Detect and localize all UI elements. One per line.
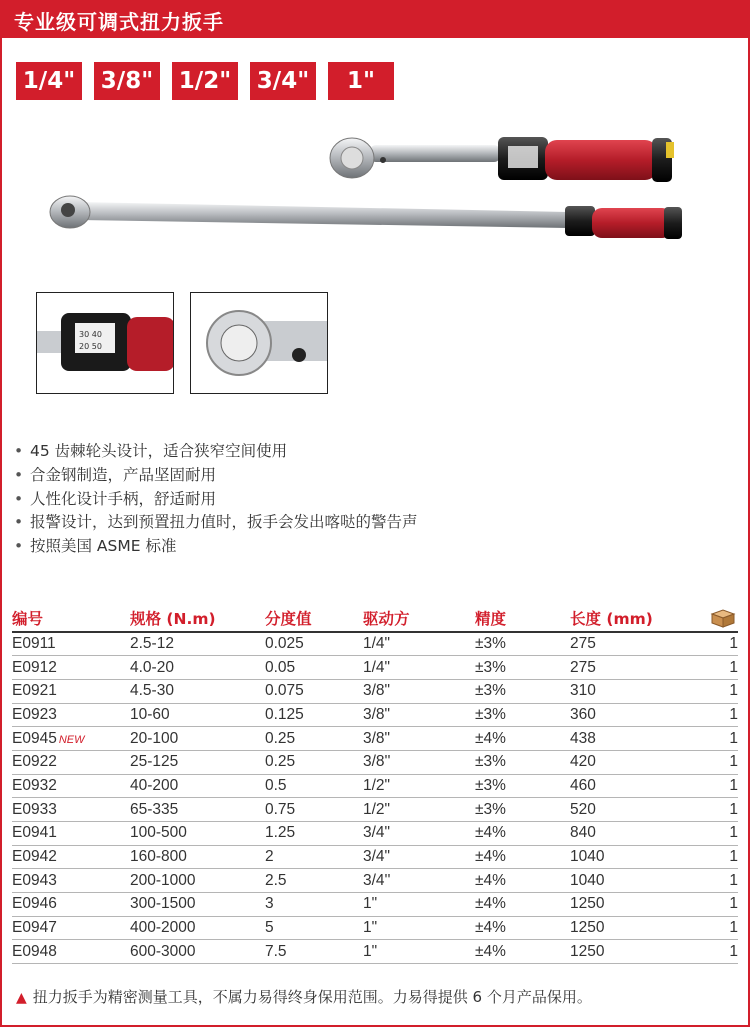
warning-triangle-icon: ▲	[16, 990, 27, 1006]
cell-drive: 1"	[363, 940, 475, 964]
cell-qty: 1	[698, 774, 738, 798]
cell-drive: 3/4''	[363, 869, 475, 893]
svg-text:30 40: 30 40	[79, 330, 102, 339]
table-row	[12, 940, 738, 964]
cell-range: 160-800	[130, 845, 265, 869]
col-header-qty	[698, 604, 738, 632]
cell-qty: 1	[698, 750, 738, 774]
cell-increment: 0.05	[265, 656, 363, 680]
col-header-code: 编号	[12, 604, 130, 632]
table-row	[12, 703, 738, 727]
svg-text:20 50: 20 50	[79, 342, 102, 351]
cell-length: 460	[570, 774, 698, 798]
table-row	[12, 632, 738, 656]
cell-code: E0946	[12, 893, 130, 917]
cell-qty: 1	[698, 656, 738, 680]
col-header-drive: 驱动方	[363, 604, 475, 632]
cell-length: 360	[570, 703, 698, 727]
cell-length: 1040	[570, 869, 698, 893]
cell-range: 10-60	[130, 703, 265, 727]
cell-qty: 1	[698, 679, 738, 703]
cell-drive: 3/8''	[363, 750, 475, 774]
table-row	[12, 798, 738, 822]
cell-code: E0947	[12, 916, 130, 940]
cell-code: E0923	[12, 703, 130, 727]
cell-length: 1250	[570, 893, 698, 917]
table-row	[12, 869, 738, 893]
cell-drive: 3/8"	[363, 679, 475, 703]
cell-drive: 3/4"	[363, 822, 475, 846]
cell-length: 310	[570, 679, 698, 703]
cell-range: 200-1000	[130, 869, 265, 893]
cell-qty: 1	[698, 869, 738, 893]
feature-item: • 按照美国 ASME 标准	[14, 537, 177, 556]
cell-range: 2.5-12	[130, 632, 265, 656]
warranty-note: ▲ 扭力扳手为精密测量工具，不属力易得终身保用范围。力易得提供 6 个月产品保用。	[16, 988, 592, 1006]
cell-qty: 1	[698, 632, 738, 656]
drive-size-tag: 1/2"	[172, 62, 238, 100]
cell-drive: 3/8"	[363, 703, 475, 727]
cell-qty: 1	[698, 822, 738, 846]
cell-drive: 1"	[363, 916, 475, 940]
cell-increment: 2.5	[265, 869, 363, 893]
table-row	[12, 774, 738, 798]
table-row	[12, 822, 738, 846]
cell-length: 438	[570, 727, 698, 751]
cell-code: E0941	[12, 822, 130, 846]
cell-range: 65-335	[130, 798, 265, 822]
cell-qty: 1	[698, 940, 738, 964]
col-header-range: 规格 (N.m)	[130, 604, 265, 632]
cell-code: E0922	[12, 750, 130, 774]
cell-accuracy: ±4%	[475, 822, 570, 846]
table-row	[12, 727, 738, 751]
cell-qty: 1	[698, 727, 738, 751]
torque-wrench-photo	[40, 120, 700, 270]
cell-range: 4.5-30	[130, 679, 265, 703]
cell-range: 600-3000	[130, 940, 265, 964]
cell-increment: 2	[265, 845, 363, 869]
short-wrench-image	[330, 137, 674, 182]
col-header-accuracy: 精度	[475, 604, 570, 632]
box-icon	[708, 608, 738, 628]
cell-length: 840	[570, 822, 698, 846]
cell-drive: 3/8"	[363, 727, 475, 751]
cell-qty: 1	[698, 845, 738, 869]
drive-size-tag: 1"	[328, 62, 394, 100]
table-row	[12, 750, 738, 774]
spec-table	[12, 604, 738, 964]
drive-size-tag: 3/8"	[94, 62, 160, 100]
cell-increment: 0.25	[265, 750, 363, 774]
cell-increment: 0.025	[265, 632, 363, 656]
title-bar	[0, 0, 750, 38]
cell-accuracy: ±3%	[475, 679, 570, 703]
feature-item: • 报警设计，达到预置扭力值时，扳手会发出喀哒的警告声	[14, 513, 418, 532]
cell-accuracy: ±4%	[475, 940, 570, 964]
table-row	[12, 656, 738, 680]
cell-accuracy: ±3%	[475, 750, 570, 774]
cell-qty: 1	[698, 798, 738, 822]
table-row	[12, 916, 738, 940]
cell-increment: 0.75	[265, 798, 363, 822]
cell-length: 420	[570, 750, 698, 774]
cell-increment: 0.125	[265, 703, 363, 727]
col-header-length: 长度 (mm)	[570, 604, 698, 632]
cell-qty: 1	[698, 893, 738, 917]
table-row	[12, 679, 738, 703]
cell-code: E0943	[12, 869, 130, 893]
cell-accuracy: ±4%	[475, 727, 570, 751]
cell-increment: 1.25	[265, 822, 363, 846]
table-header-row	[12, 604, 738, 632]
cell-increment: 0.25	[265, 727, 363, 751]
cell-drive: 1/4"	[363, 656, 475, 680]
drive-size-tag: 3/4"	[250, 62, 316, 100]
cell-range: 300-1500	[130, 893, 265, 917]
cell-code: E0933	[12, 798, 130, 822]
cell-range: 20-100	[130, 727, 265, 751]
cell-accuracy: ±3%	[475, 798, 570, 822]
feature-item: • 人性化设计手柄，舒适耐用	[14, 489, 217, 508]
ratchet-head-detail-image	[190, 292, 328, 394]
cell-drive: 1"	[363, 893, 475, 917]
cell-range: 40-200	[130, 774, 265, 798]
cell-accuracy: ±3%	[475, 774, 570, 798]
cell-drive: 1/2"	[363, 774, 475, 798]
drive-size-tag: 1/4"	[16, 62, 82, 100]
cell-increment: 5	[265, 916, 363, 940]
cell-qty: 1	[698, 916, 738, 940]
cell-accuracy: ±3%	[475, 656, 570, 680]
cell-qty: 1	[698, 703, 738, 727]
cell-range: 100-500	[130, 822, 265, 846]
cell-length: 1250	[570, 940, 698, 964]
cell-range: 400-2000	[130, 916, 265, 940]
table-row	[12, 893, 738, 917]
feature-item: • 合金钢制造，产品坚固耐用	[14, 465, 217, 484]
cell-accuracy: ±4%	[475, 916, 570, 940]
cell-length: 275	[570, 632, 698, 656]
cell-code: E0932	[12, 774, 130, 798]
cell-code: E0921	[12, 679, 130, 703]
col-header-increment: 分度值	[265, 604, 363, 632]
cell-code: E0945 NEW	[12, 727, 130, 751]
cell-range: 4.0-20	[130, 656, 265, 680]
cell-increment: 0.5	[265, 774, 363, 798]
cell-accuracy: ±4%	[475, 893, 570, 917]
feature-list	[14, 440, 714, 559]
cell-length: 520	[570, 798, 698, 822]
cell-drive: 1/2"	[363, 798, 475, 822]
cell-length: 275	[570, 656, 698, 680]
cell-accuracy: ±4%	[475, 845, 570, 869]
cell-length: 1040	[570, 845, 698, 869]
cell-increment: 0.075	[265, 679, 363, 703]
feature-item: • 45 齿棘轮头设计，适合狭窄空间使用	[14, 442, 288, 460]
page-title: 专业级可调式扭力扳手	[14, 10, 224, 34]
cell-code: E0912	[12, 656, 130, 680]
cell-increment: 3	[265, 893, 363, 917]
cell-accuracy: ±3%	[475, 632, 570, 656]
cell-code: E0911	[12, 632, 130, 656]
cell-accuracy: ±3%	[475, 703, 570, 727]
scale-window-detail-image	[36, 292, 174, 394]
table-row	[12, 845, 738, 869]
cell-code: E0942	[12, 845, 130, 869]
new-badge: NEW	[58, 733, 85, 746]
cell-accuracy: ±4%	[475, 869, 570, 893]
cell-increment: 7.5	[265, 940, 363, 964]
cell-range: 25-125	[130, 750, 265, 774]
long-wrench-image	[50, 196, 682, 239]
cell-code: E0948	[12, 940, 130, 964]
cell-drive: 3/4"	[363, 845, 475, 869]
cell-drive: 1/4"	[363, 632, 475, 656]
cell-length: 1250	[570, 916, 698, 940]
